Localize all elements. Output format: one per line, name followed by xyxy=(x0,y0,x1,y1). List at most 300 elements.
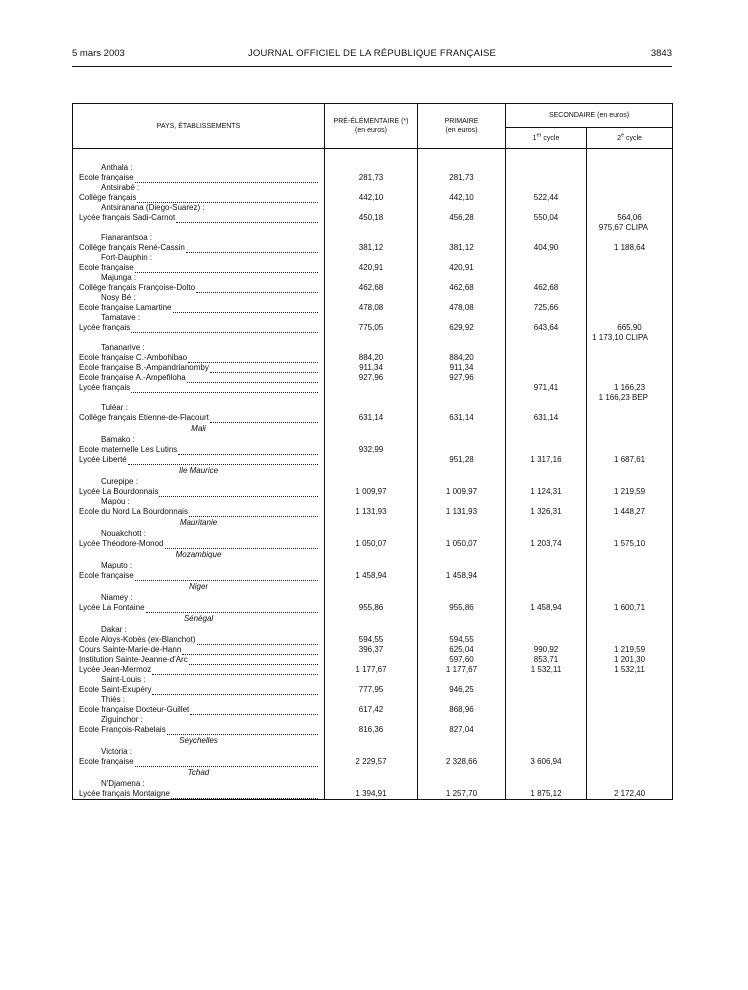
empty-cell xyxy=(325,183,417,193)
dot-leader xyxy=(182,646,318,655)
establishment-label xyxy=(73,725,324,735)
empty-cell xyxy=(325,293,417,303)
empty-cell xyxy=(506,517,586,529)
empty-cell xyxy=(418,767,505,779)
amount-c2 xyxy=(587,173,672,183)
amount-pre: 775,05 xyxy=(358,323,384,332)
spacer-cell xyxy=(325,149,418,159)
establishment-label xyxy=(73,665,324,675)
col-header-pre-title: PRÉ-ÉLÉMENTAIRE (*) xyxy=(333,118,409,125)
spacer-cell xyxy=(506,149,587,159)
amount-pre: 420,91 xyxy=(358,263,384,272)
column-cycle-2 xyxy=(587,158,673,800)
header-rule xyxy=(72,66,672,67)
empty-cell xyxy=(325,581,417,593)
amount-prim: 456,28 xyxy=(449,213,474,222)
amount-pre xyxy=(325,655,417,665)
empty-cell xyxy=(587,779,672,789)
amount-prim: 594,55 xyxy=(449,635,474,644)
dot-leader xyxy=(178,446,318,455)
city-label: Curepipe : xyxy=(101,477,138,486)
empty-cell xyxy=(325,435,417,445)
establishment-name: Ecole maternelle Les Lutins xyxy=(79,445,178,454)
empty-cell xyxy=(418,735,505,747)
establishment-label xyxy=(73,323,324,333)
amount-pre: 594,55 xyxy=(358,635,384,644)
spacer-cell xyxy=(587,149,673,159)
country-heading: Ile Maurice xyxy=(178,466,219,475)
empty-cell xyxy=(587,767,672,779)
empty-cell xyxy=(325,163,417,173)
amount-c2-extra: 1 166,23 BEP xyxy=(598,393,649,402)
empty-cell xyxy=(587,423,672,435)
empty-label xyxy=(73,223,324,233)
empty-cell xyxy=(506,593,586,603)
establishment-label xyxy=(73,445,324,455)
dot-leader xyxy=(135,572,318,581)
dot-leader xyxy=(210,364,318,373)
empty-cell xyxy=(587,549,672,561)
amount-c2 xyxy=(587,263,672,273)
cycle-2-num: 2 xyxy=(617,134,621,142)
empty-cell xyxy=(506,561,586,571)
establishment-name: Institution Sainte-Jeanne-d'Arc xyxy=(79,655,188,664)
empty-cell xyxy=(587,465,672,477)
amount-c1: 853,71 xyxy=(533,655,559,664)
empty-cell xyxy=(506,581,586,593)
amount-c2 xyxy=(587,373,672,383)
establishment-label xyxy=(73,603,324,613)
amount-pre: 884,20 xyxy=(358,353,384,362)
establishment-label xyxy=(73,539,324,549)
dot-leader xyxy=(131,384,318,393)
spacer-cell xyxy=(418,149,506,159)
empty-cell xyxy=(325,273,417,283)
amount-c1 xyxy=(506,373,586,383)
amount-pre: 396,37 xyxy=(358,645,384,654)
empty-cell xyxy=(506,403,586,413)
empty-cell xyxy=(325,561,417,571)
amount-c1: 404,90 xyxy=(533,243,559,252)
empty-cell xyxy=(587,735,672,747)
dot-leader xyxy=(152,666,318,675)
establishment-label xyxy=(73,303,324,313)
amount-prim: 1 131,93 xyxy=(445,507,478,516)
empty-cell xyxy=(587,581,672,593)
city-label: Tamatave : xyxy=(101,313,141,322)
empty-cell xyxy=(587,593,672,603)
empty-cell xyxy=(506,253,586,263)
empty-cell xyxy=(325,549,417,561)
dot-leader xyxy=(188,354,318,363)
empty-cell xyxy=(325,313,417,323)
dot-leader xyxy=(176,214,318,223)
empty-cell xyxy=(325,747,417,757)
establishment-label xyxy=(73,571,324,581)
establishment-name: Lycée La Bourdonnais xyxy=(79,487,159,496)
empty-cell xyxy=(418,625,505,635)
empty-cell xyxy=(587,613,672,625)
establishment-label xyxy=(73,635,324,645)
empty-cell xyxy=(325,233,417,243)
empty-cell xyxy=(418,253,505,263)
amount-c1: 462,68 xyxy=(533,283,559,292)
amount-c2: 2 172,40 xyxy=(613,789,646,798)
empty-cell xyxy=(587,747,672,757)
dot-leader xyxy=(135,174,318,183)
amount-c2 xyxy=(587,725,672,735)
amount-c2 xyxy=(587,705,672,715)
amount-c1 xyxy=(506,445,586,455)
empty-cell xyxy=(325,203,417,213)
country-heading: Seychelles xyxy=(179,736,218,745)
amount-pre: 927,96 xyxy=(358,373,384,382)
city-label: Maputo : xyxy=(101,561,133,570)
empty-cell xyxy=(418,223,505,233)
header-page-number: 3843 xyxy=(650,48,672,59)
dot-leader xyxy=(171,790,318,799)
amount-pre: 777,95 xyxy=(358,685,384,694)
dot-leader xyxy=(167,726,318,735)
amount-pre: 911,34 xyxy=(359,363,383,372)
empty-cell xyxy=(418,549,505,561)
amount-prim: 281,73 xyxy=(449,173,474,182)
amount-prim: 951,28 xyxy=(449,455,474,464)
amount-prim: 1 458,94 xyxy=(445,571,478,580)
city-label: Antsiranana (Diego-Suarez) : xyxy=(101,203,205,212)
establishment-label xyxy=(73,373,324,383)
establishment-name: Ecole française Lamartine xyxy=(79,303,172,312)
empty-cell xyxy=(325,403,417,413)
amount-c2 xyxy=(587,283,672,293)
amount-c2 xyxy=(587,363,672,373)
establishment-label xyxy=(73,789,324,799)
col-header-prim-title: PRIMAIRE xyxy=(444,118,479,125)
establishment-name: Ecole François-Rabelais xyxy=(79,725,166,734)
establishment-label xyxy=(73,263,324,273)
cycle-1-text: cycle xyxy=(541,134,560,142)
establishment-name: Collège français Etienne-de-Flacourt xyxy=(79,413,209,422)
amount-c1: 725,66 xyxy=(533,303,559,312)
amount-prim: 420,91 xyxy=(449,263,474,272)
empty-cell xyxy=(418,233,505,243)
empty-cell xyxy=(587,313,672,323)
empty-cell xyxy=(325,465,417,477)
establishment-name: Collège français xyxy=(79,193,137,202)
amount-pre: 816,36 xyxy=(358,725,384,734)
dot-leader xyxy=(189,508,318,517)
country-heading: Niger xyxy=(188,582,209,591)
col-header-cycle-2 xyxy=(587,128,673,149)
amount-pre: 631,14 xyxy=(358,413,384,422)
establishment-label xyxy=(73,757,324,767)
empty-cell xyxy=(587,163,672,173)
city-label: Tuléar : xyxy=(101,403,128,412)
empty-cell xyxy=(506,695,586,705)
city-label: Nosy Bé : xyxy=(101,293,136,302)
establishment-label xyxy=(73,283,324,293)
empty-cell xyxy=(587,529,672,539)
empty-cell xyxy=(325,767,417,779)
empty-cell xyxy=(506,435,586,445)
empty-cell xyxy=(506,183,586,193)
amount-pre: 478,08 xyxy=(358,303,384,312)
amount-pre: 1 458,94 xyxy=(355,571,387,580)
empty-cell xyxy=(418,423,505,435)
empty-cell xyxy=(418,343,505,353)
col-header-pre-elementaire xyxy=(325,104,418,149)
city-label: Saint-Louis : xyxy=(101,675,146,684)
amount-c1: 1 326,31 xyxy=(530,507,562,516)
empty-cell xyxy=(418,403,505,413)
dot-leader xyxy=(159,488,318,497)
establishment-name: Lycée La Fontaine xyxy=(79,603,145,612)
amount-pre: 1 050,07 xyxy=(355,539,387,548)
dot-leader xyxy=(135,264,318,273)
empty-cell xyxy=(325,625,417,635)
establishment-label xyxy=(73,685,324,695)
establishment-name: Ecole française xyxy=(79,571,134,580)
amount-c2: 665,90 xyxy=(617,323,642,332)
amount-c1: 522,44 xyxy=(533,193,559,202)
amount-c2: 1 219,59 xyxy=(613,487,646,496)
establishment-name: Lycée français xyxy=(79,323,131,332)
amount-c2-extra: 1 173,10 CLIPA xyxy=(592,333,649,342)
amount-prim: 2 328,66 xyxy=(445,757,478,766)
empty-cell xyxy=(418,675,505,685)
empty-cell xyxy=(587,625,672,635)
col-header-prim-unit: (en euros) xyxy=(445,127,478,134)
empty-cell xyxy=(587,517,672,529)
empty-cell xyxy=(418,695,505,705)
establishment-name: Cours Sainte-Marie-de-Hann xyxy=(79,645,182,654)
amount-c1 xyxy=(506,173,586,183)
cycle-1-num: 1 xyxy=(532,134,537,142)
establishment-label xyxy=(73,383,324,393)
amount-c2: 564,06 xyxy=(617,213,642,222)
page-header xyxy=(72,47,672,61)
cycle-1-sup: er xyxy=(536,132,542,139)
empty-cell xyxy=(506,549,586,561)
empty-cell xyxy=(418,779,505,789)
establishment-name: Ecole française Docteur-Guillet xyxy=(79,705,190,714)
establishment-name: Ecole Saint-Exupéry xyxy=(79,685,152,694)
amount-c1: 971,41 xyxy=(533,383,559,392)
establishment-name: Lycée français Sadi-Carnot xyxy=(79,213,176,222)
amount-c2 xyxy=(587,303,672,313)
dot-leader xyxy=(165,540,319,549)
amount-prim: 462,68 xyxy=(449,283,474,292)
city-label: Mapou : xyxy=(101,497,130,506)
amount-prim: 827,04 xyxy=(449,725,474,734)
dot-leader xyxy=(196,284,318,293)
establishment-label xyxy=(73,353,324,363)
amount-c1 xyxy=(506,263,586,273)
amount-c1: 3 606,94 xyxy=(530,757,562,766)
amount-c2: 1 575,10 xyxy=(613,539,646,548)
amount-prim: 911,34 xyxy=(449,363,474,372)
amount-c1: 550,04 xyxy=(533,213,559,222)
empty-cell xyxy=(325,393,417,403)
establishment-name: Ecole française A.-Ampefiloha xyxy=(79,373,186,382)
amount-pre: 281,73 xyxy=(358,173,384,182)
dot-leader xyxy=(137,194,318,203)
empty-cell xyxy=(325,715,417,725)
empty-cell xyxy=(587,675,672,685)
establishment-label xyxy=(73,173,324,183)
empty-cell xyxy=(418,561,505,571)
spacer-cell xyxy=(73,149,325,159)
amount-c2 xyxy=(587,685,672,695)
empty-cell xyxy=(506,203,586,213)
establishment-name: Lycée Jean-Mermoz xyxy=(79,665,152,674)
amount-c2: 1 188,64 xyxy=(613,243,646,252)
city-label: Ziguinchor : xyxy=(101,715,143,724)
amount-pre: 932,99 xyxy=(358,445,384,454)
amount-c1: 631,14 xyxy=(533,413,559,422)
amount-pre: 442,10 xyxy=(358,193,384,202)
empty-cell xyxy=(587,273,672,283)
city-label: Tananarive : xyxy=(101,343,145,352)
dot-leader xyxy=(152,686,318,695)
city-label: Fianarantsoa : xyxy=(101,233,153,242)
country-heading: Mozambique xyxy=(175,550,222,559)
city-label: Bamako : xyxy=(101,435,135,444)
empty-cell xyxy=(506,293,586,303)
col-header-primaire xyxy=(418,104,506,149)
amount-prim: 1 009,97 xyxy=(445,487,478,496)
amount-pre: 1 394,91 xyxy=(355,789,387,798)
empty-cell xyxy=(418,497,505,507)
amount-c1 xyxy=(506,571,586,581)
empty-cell xyxy=(587,715,672,725)
establishment-label xyxy=(73,363,324,373)
amount-c1: 1 203,74 xyxy=(530,539,562,548)
amount-prim: 1 177,67 xyxy=(445,665,478,674)
amount-c2: 1 448,27 xyxy=(613,507,646,516)
establishment-name: Ecole française xyxy=(79,757,134,766)
amount-c1: 1 532,11 xyxy=(530,665,562,674)
empty-cell xyxy=(418,593,505,603)
amount-pre: 462,68 xyxy=(358,283,384,292)
establishment-label xyxy=(73,455,324,465)
amount-prim: 884,20 xyxy=(449,353,474,362)
establishment-name: Ecole Aloys-Kobès (ex-Blanchot) xyxy=(79,635,196,644)
empty-cell xyxy=(418,273,505,283)
dot-leader xyxy=(187,374,318,383)
empty-cell xyxy=(587,561,672,571)
amount-c2: 1 201,30 xyxy=(613,655,646,664)
establishment-name: Ecole française B.-Ampandrianomby xyxy=(79,363,209,372)
amount-c1 xyxy=(506,363,586,373)
amount-prim: 442,10 xyxy=(449,193,474,202)
empty-cell xyxy=(325,695,417,705)
dot-leader xyxy=(186,244,318,253)
cycle-2-text: cycle xyxy=(624,134,642,142)
empty-cell xyxy=(506,477,586,487)
empty-cell xyxy=(418,613,505,625)
amount-prim: 946,25 xyxy=(449,685,474,694)
amount-prim: 625,04 xyxy=(449,645,474,654)
empty-cell xyxy=(325,477,417,487)
establishment-name: Lycée français xyxy=(79,383,131,392)
empty-cell xyxy=(418,393,505,403)
empty-cell xyxy=(587,343,672,353)
empty-cell xyxy=(418,477,505,487)
empty-cell xyxy=(506,423,586,435)
empty-cell xyxy=(506,163,586,173)
city-label: N'Djamena : xyxy=(101,779,145,788)
empty-cell xyxy=(587,253,672,263)
amount-c1 xyxy=(506,725,586,735)
dot-leader xyxy=(146,604,318,613)
amount-c1 xyxy=(506,685,586,695)
establishment-name: Lycée français Montaigne xyxy=(79,789,170,798)
empty-cell xyxy=(325,517,417,529)
col-header-secondaire: SECONDAIRE (en euros) xyxy=(506,104,673,128)
empty-cell xyxy=(587,477,672,487)
amount-c1: 1 875,12 xyxy=(530,789,562,798)
amount-c2 xyxy=(587,635,672,645)
amount-c2: 1 166,23 xyxy=(613,383,646,392)
empty-cell xyxy=(418,293,505,303)
empty-cell xyxy=(506,735,586,747)
empty-cell xyxy=(418,313,505,323)
col-header-pre-unit: (en euros) xyxy=(355,127,387,134)
city-label: Majunga : xyxy=(101,273,137,282)
dot-leader xyxy=(135,758,318,767)
amount-c2: 1 219,59 xyxy=(613,645,646,654)
establishment-name: Lycée Liberté xyxy=(79,455,127,464)
amount-c2 xyxy=(587,353,672,363)
amount-c2-extra: 975,67 CLIPA xyxy=(598,223,649,232)
empty-cell xyxy=(506,747,586,757)
dot-leader xyxy=(190,706,318,715)
empty-cell xyxy=(418,333,505,343)
empty-cell xyxy=(325,613,417,625)
amount-c2 xyxy=(587,193,672,203)
col-header-pays: PAYS, ÉTABLISSEMENTS xyxy=(73,104,325,149)
dot-leader xyxy=(197,636,319,645)
establishment-label xyxy=(73,193,324,203)
establishment-label xyxy=(73,487,324,497)
column-primaire xyxy=(418,158,506,800)
empty-cell xyxy=(418,183,505,193)
empty-cell xyxy=(325,529,417,539)
establishment-name: Ecole française xyxy=(79,173,134,182)
empty-cell xyxy=(418,465,505,477)
amount-prim: 381,12 xyxy=(449,243,474,252)
city-label: Antsirabé : xyxy=(101,183,140,192)
amount-pre: 1 177,67 xyxy=(355,665,387,674)
empty-cell xyxy=(587,435,672,445)
amount-prim: 629,92 xyxy=(449,323,474,332)
empty-cell xyxy=(506,393,586,403)
amount-c1: 1 458,94 xyxy=(530,603,562,612)
empty-cell xyxy=(587,403,672,413)
country-heading: Mali xyxy=(191,424,206,433)
empty-cell xyxy=(418,581,505,593)
empty-cell xyxy=(325,333,417,343)
amount-prim xyxy=(418,383,505,393)
column-pre-elementaire xyxy=(325,158,418,800)
empty-cell xyxy=(325,675,417,685)
amount-prim: 631,14 xyxy=(449,413,474,422)
empty-cell xyxy=(506,675,586,685)
amount-prim: 1 257,70 xyxy=(445,789,478,798)
empty-cell xyxy=(506,529,586,539)
amount-c2 xyxy=(587,757,672,767)
